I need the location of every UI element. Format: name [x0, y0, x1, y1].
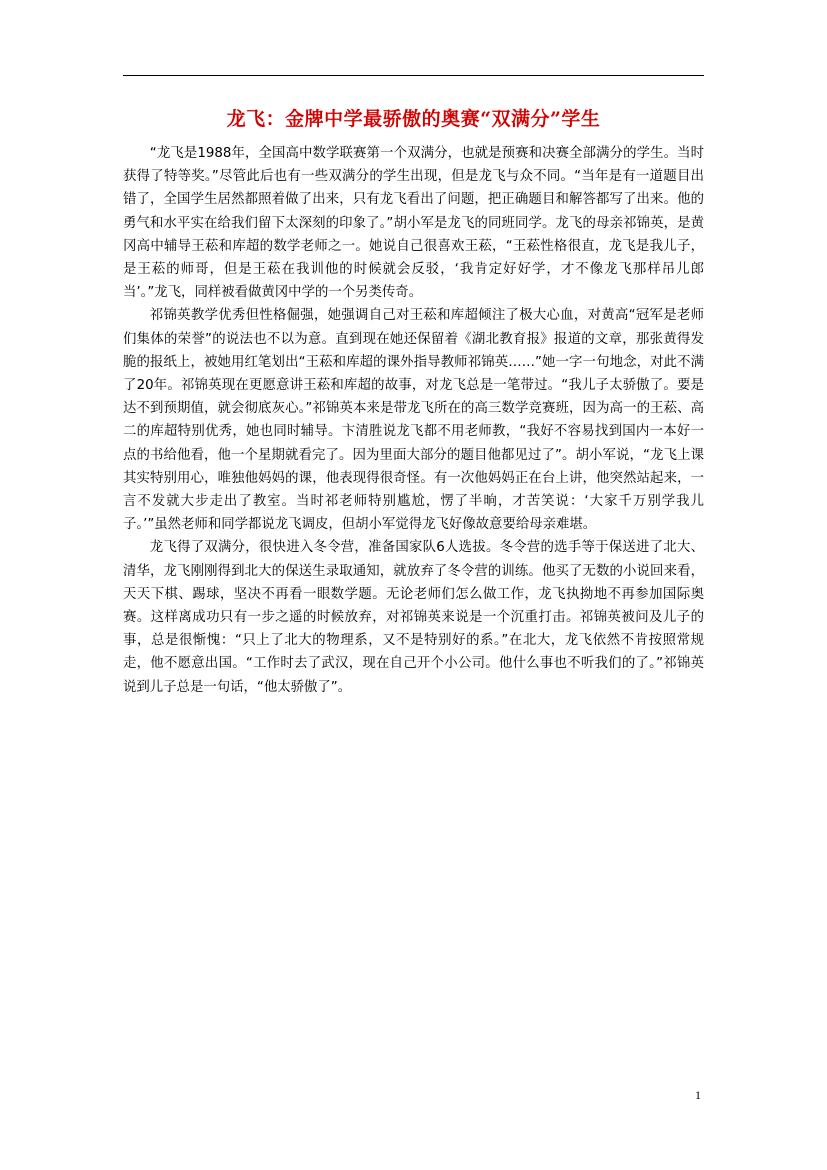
paragraph-2: 祁锦英教学优秀但性格倔强，她强调自己对王菘和库超倾注了极大心血，对黄高“冠军是老师们集体的荣誉”的说法也不以为意。直到现在她还保留着《湖北教育报》报道的文章，那张黄得发脆的报纸上，被她用红笔划出“王菘和库超的课外指导教师祁锦英……”她一字一句地念，对此不满了20年。祁锦英现在更愿意讲王菘和库超的故事，对龙飞总是一笔带过。“我儿子太骄傲了。要是达不到预期值，就会彻底灰心。”祁锦英本来是带龙飞所在的高三数学竞赛班，因为高一的王菘、高二的库超特别优秀，她也同时辅导。卞清胜说龙飞都不用老师教，“我好不容易找到国内一本好一点的书给他看，他一个星期就看完了。因为里面大部分的题目他都见过了”。胡小军说，“龙飞上课其实特别用心，唯独他妈妈的课，他表现得很奇怪。有一次他妈妈正在台上讲，他突然站起来，一言不发就大步走出了教室。当时祁老师特别尴尬，愣了半晌，才苦笑说：‘大家千万别学我儿子。’”虽然老师和同学都说龙飞调皮，但胡小军觉得龙飞好像故意要给母亲难堪。 — [123, 308, 704, 533]
article-title: 龙飞：金牌中学最骄傲的奥赛“双满分”学生 — [226, 108, 601, 130]
header-rule — [123, 75, 704, 76]
paragraph-1: “龙飞是1988年，全国高中数学联赛第一个双满分，也就是预赛和决赛全部满分的学生。当时获得了特等奖。”尽管此后也有一些双满分的学生出现，但是龙飞与众不同。“当年是有一道题目出错了，全国学生居然都照着做了出来，只有龙飞看出了问题，把正确题目和解答都写了出来。他的勇气和水平实在给我们留下太深刻的印象了。”胡小军是龙飞的同班同学。龙飞的母亲祁锦英，是黄冈高中辅导王菘和库超的数学老师之一。她说自己很喜欢王菘，“王菘性格很直，龙飞是我儿子，是王菘的师哥，但是王菘在我训他的时候就会反驳，‘我肯定好好学，才不像龙飞那样吊儿郎当’。”龙飞，同样被看做黄冈中学的一个另类传奇。 — [123, 146, 704, 301]
page-number: 1 — [695, 1088, 701, 1102]
paragraph-3: 龙飞得了双满分，很快进入冬令营，准备国家队6人选拔。冬令营的选手等于保送进了北大、清华，龙飞刚刚得到北大的保送生录取通知，就放弃了冬令营的训练。他买了无数的小说回来看，天天下棋、踢球，坚决不再看一眼数学题。无论老师们怎么做工作，龙飞执拗地不再参加国际奥赛。这样离成功只有一步之遥的时候放弃，对祁锦英来说是一个沉重打击。祁锦英被问及儿子的事，总是很惭愧：“只上了北大的物理系，又不是特别好的系。”在北大，龙飞依然不肯按照常规走，他不愿意出国。“工作时去了武汉，现在自己开个小公司。他什么事也不听我们的了。”祁锦英说到儿子总是一句话，“他太骄傲了”。 — [123, 540, 704, 695]
article — [123, 104, 704, 699]
